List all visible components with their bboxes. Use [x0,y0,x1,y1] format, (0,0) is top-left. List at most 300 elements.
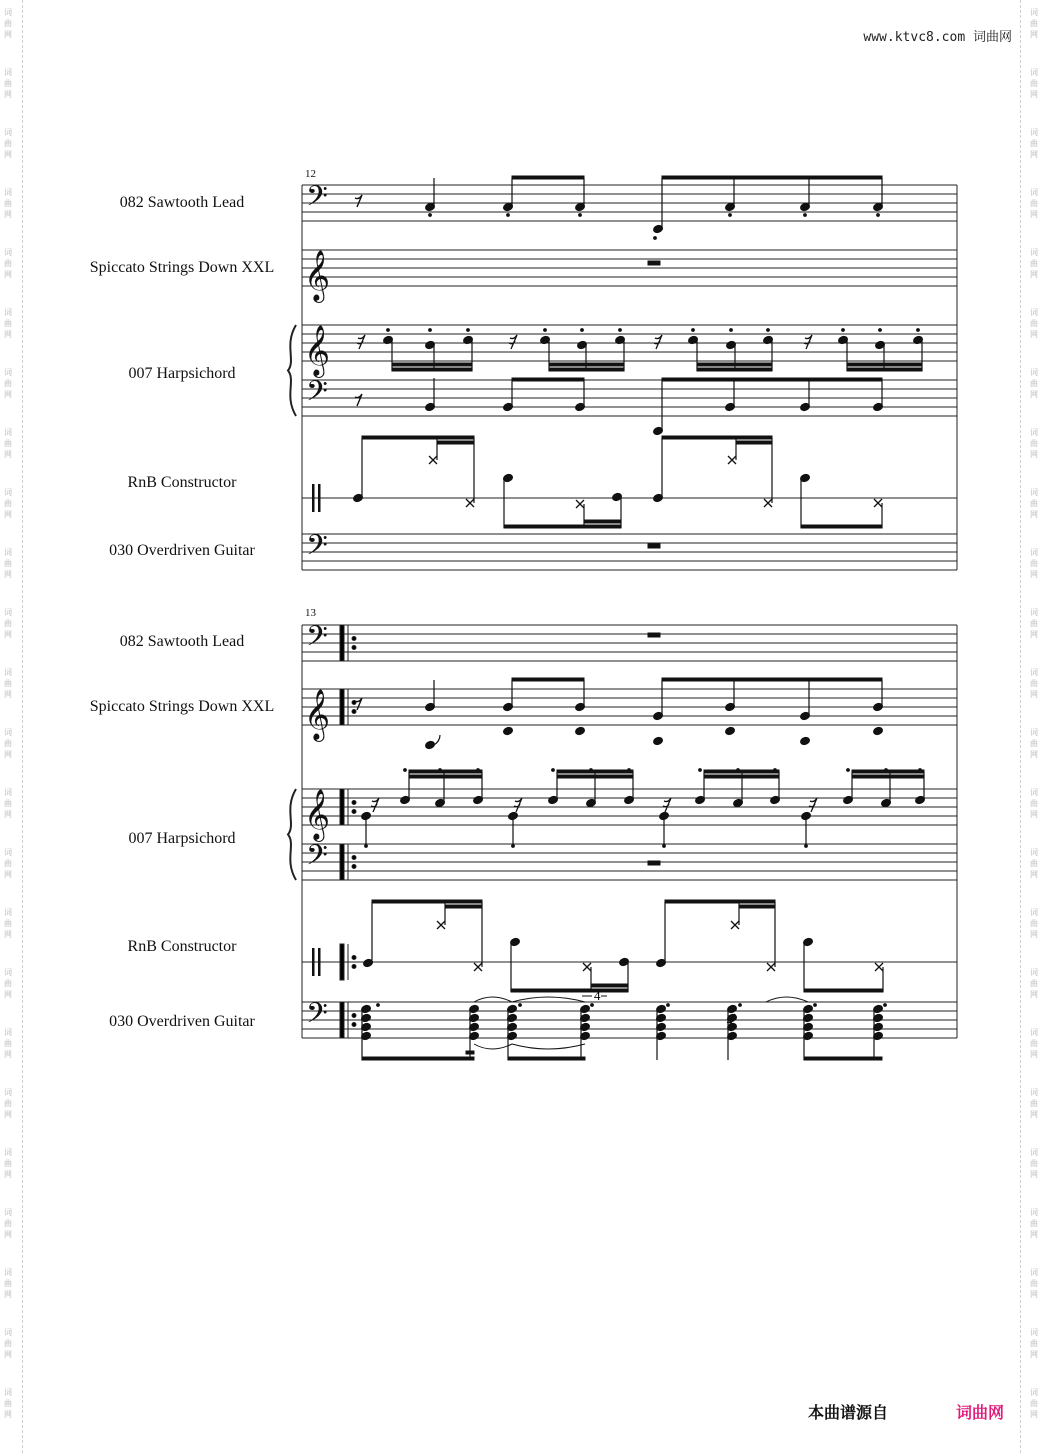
watermark-glyph: 曲 [1030,679,1038,688]
instrument-label: 007 Harpsichord [128,365,236,382]
watermark-glyph: 网 [1030,1350,1038,1359]
bass-clef: 𝄢 [306,375,328,415]
treble-clef: 𝄞 [304,789,331,840]
watermark-glyph: 词 [1030,1028,1038,1037]
note-beam [508,1057,585,1060]
watermark-glyph: 网 [4,450,12,459]
notes [353,176,926,1060]
sixteenth-rest [663,798,671,812]
bass-clef: 𝄢 [306,839,328,879]
staccato-dot [512,845,515,848]
watermark-glyph: 词 [1030,908,1038,917]
watermark-glyph: 词 [1030,608,1038,617]
sixteenth-rest [357,335,365,349]
cross-head [583,963,591,971]
watermark-glyph: 曲 [1030,1339,1038,1348]
watermark-glyph: 词 [4,488,12,497]
instrument-label: 082 Sawtooth Lead [119,194,245,211]
watermark-glyph: 曲 [4,139,12,148]
measure-number: 12 [305,168,316,180]
watermark-glyph: 网 [1030,750,1038,759]
staccato-dot [692,329,695,332]
instrument-label: 030 Overdriven Guitar [109,1013,255,1030]
watermark-glyph: 词 [4,1268,12,1277]
staff-lines [302,185,957,1038]
piano-brace [288,789,296,880]
watermark-glyph: 词 [4,68,12,77]
note-beam [504,525,621,528]
measure-number: 13 [305,607,316,619]
note-beam [662,176,882,179]
note-beam [591,984,628,987]
staccato-dot [663,845,666,848]
note-beam [852,770,924,773]
watermark-glyph: 网 [1030,990,1038,999]
watermark-glyph: 网 [1030,1170,1038,1179]
watermark-glyph: 网 [4,510,12,519]
sixteenth-rest [509,335,517,349]
piano-brace [288,325,296,416]
repeat-dot [352,1023,356,1027]
watermark-glyph: 词 [1030,788,1038,797]
watermark-glyph: 曲 [4,1339,12,1348]
footer-brand: 词曲网 [956,1403,1005,1422]
repeat-dot [352,637,356,641]
repeat-thick-bar [340,944,344,980]
whole-rest [648,633,660,637]
note-beam [512,176,584,179]
watermark-glyph: 词 [4,428,12,437]
watermark-glyph: 网 [4,330,12,339]
note-beam [409,775,482,778]
watermark-glyph: 网 [4,930,12,939]
note-beam [549,368,624,371]
instrument-label: 030 Overdriven Guitar [109,542,255,559]
percussion-clef [312,948,315,976]
staccato-dot [365,845,368,848]
note-beam [466,1051,474,1054]
repeat-dot [352,1014,356,1018]
note-beam [704,770,779,773]
staccato-dot [804,214,807,217]
watermark-glyph: 网 [1030,630,1038,639]
note-head [800,736,811,746]
watermark-glyph: 曲 [4,1099,12,1108]
cross-head [466,499,474,507]
cross-head [429,456,437,464]
watermark-glyph: 网 [4,150,12,159]
watermark-glyph: 曲 [1030,1399,1038,1408]
staccato-dot [579,214,582,217]
watermark-glyph: 曲 [1030,1219,1038,1228]
watermark-glyph: 曲 [4,1219,12,1228]
watermark-glyph: 曲 [1030,259,1038,268]
staccato-dot [581,329,584,332]
watermark-glyph: 曲 [4,499,12,508]
watermark-glyph: 网 [1030,1050,1038,1059]
watermark-glyph: 曲 [1030,499,1038,508]
watermark-glyph: 曲 [1030,799,1038,808]
watermark-glyph: 网 [4,1110,12,1119]
note-head [425,740,436,750]
watermark-glyph: 曲 [1030,19,1038,28]
watermark-glyph: 曲 [4,559,12,568]
note-beam [362,436,474,439]
watermark-glyph: 词 [4,1388,12,1397]
instrument-label: RnB Constructor [127,938,237,955]
watermark-glyph: 网 [4,1350,12,1359]
watermark-glyph: 词 [4,1028,12,1037]
staccato-dot [805,845,808,848]
watermark-glyph: 网 [1030,90,1038,99]
watermark-glyph: 词 [1030,1208,1038,1217]
watermark-glyph: 词 [1030,128,1038,137]
watermark-glyph: 曲 [1030,1159,1038,1168]
note-beam [512,678,584,681]
whole-rest [648,544,660,548]
instrument-label: 007 Harpsichord [128,830,236,847]
instrument-label: Spiccato Strings Down XXL [89,259,275,276]
watermark-glyph: 词 [1030,668,1038,677]
note-beam [584,520,621,523]
watermark-glyph: 词 [1030,8,1038,17]
watermark-glyph: 网 [1030,210,1038,219]
watermark-glyph: 曲 [4,259,12,268]
watermark-glyph: 曲 [4,619,12,628]
watermark-glyph: 曲 [1030,619,1038,628]
watermark-glyph: 网 [1030,390,1038,399]
staccato-dot [507,214,510,217]
repeat-thick-bar [340,689,344,725]
note-beam [392,363,472,366]
watermark-glyph: 词 [1030,308,1038,317]
watermark-glyph: 曲 [4,19,12,28]
watermark-glyph: 曲 [1030,439,1038,448]
sixteenth-rest [371,798,379,812]
watermark-glyph: 网 [4,90,12,99]
watermark-glyph: 曲 [4,859,12,868]
note-head [725,726,736,736]
watermark-glyph: 网 [1030,1290,1038,1299]
note-beam [557,770,633,773]
watermark-glyph: 曲 [4,679,12,688]
watermark-glyph: 词 [1030,1328,1038,1337]
note-beam [437,441,474,444]
sixteenth-rest [804,335,812,349]
watermark-glyph: 曲 [1030,919,1038,928]
watermark-glyph: 网 [1030,270,1038,279]
staccato-dot [767,329,770,332]
note-beam [852,775,924,778]
watermark-glyph: 网 [4,1290,12,1299]
flag [434,735,440,745]
watermark-glyph: 曲 [4,1039,12,1048]
note-beam [804,1057,882,1060]
watermark-glyph: 网 [4,30,12,39]
watermark-glyph: 词 [4,188,12,197]
staccato-dot [730,329,733,332]
note-beam [409,770,482,773]
watermark-glyph: 词 [4,248,12,257]
whole-rest [648,261,660,265]
note-beam [392,368,472,371]
staccato-dot [619,329,622,332]
watermark-glyph: 曲 [4,379,12,388]
staccato-dot [544,329,547,332]
note-beam [804,989,883,992]
staccato-dot [519,1004,522,1007]
watermark-glyph: 曲 [4,199,12,208]
watermark-glyph: 词 [4,908,12,917]
note-beam [847,368,922,371]
note-beam [557,775,633,778]
staccato-dot [667,1004,670,1007]
instrument-label: Spiccato Strings Down XXL [89,698,275,715]
note-beam [549,363,624,366]
watermark-glyph: 词 [1030,428,1038,437]
note-beam [801,525,882,528]
watermark-glyph: 曲 [1030,79,1038,88]
cross-head [576,500,584,508]
staccato-dot [591,1004,594,1007]
whole-rest [648,861,660,865]
staccato-dot [387,329,390,332]
watermark-glyph: 词 [1030,368,1038,377]
watermark-glyph: 词 [1030,1148,1038,1157]
watermark-glyph: 曲 [1030,1279,1038,1288]
repeat-dot [352,710,356,714]
site-name: 词曲网 [972,30,1012,45]
staccato-dot [814,1004,817,1007]
watermark-glyph: 网 [1030,30,1038,39]
watermark-glyph: 词 [1030,848,1038,857]
staccato-dot [429,214,432,217]
note-head [653,736,664,746]
sixteenth-rest [654,335,662,349]
watermark-glyph: 网 [4,570,12,579]
note-beam [736,441,772,444]
bass-clef: 𝄢 [306,997,328,1037]
watermark-glyph: 曲 [4,799,12,808]
watermark-glyph: 曲 [1030,859,1038,868]
watermark-glyph: 词 [4,668,12,677]
percussion-clef [318,484,321,512]
footer-source-text: 本曲谱源自 [808,1403,889,1422]
sixteenth-rest [809,798,817,812]
treble-clef: 𝄞 [304,689,331,740]
watermark-glyph: 网 [1030,150,1038,159]
repeat-dot [352,810,356,814]
treble-clef: 𝄞 [304,250,331,301]
staccato-dot [884,1004,887,1007]
watermark-glyph: 网 [4,630,12,639]
staccato-dot [739,1004,742,1007]
watermark-glyph: 曲 [1030,139,1038,148]
watermark-glyph: 网 [4,1410,12,1419]
note-beam [697,363,772,366]
note-beam [362,1057,474,1060]
cross-head [764,499,772,507]
watermark-glyph: 曲 [4,739,12,748]
staccato-dot [404,769,407,772]
cross-head [474,963,482,971]
watermark-glyph: 词 [4,1148,12,1157]
note-beam [739,905,775,908]
watermark-glyph: 词 [4,548,12,557]
watermark-glyph: 曲 [1030,559,1038,568]
watermark-glyph: 词 [4,368,12,377]
bass-clef: 𝄢 [306,620,328,660]
staccato-dot [429,329,432,332]
watermark-glyph: 曲 [1030,979,1038,988]
watermark-glyph: 曲 [4,319,12,328]
watermark-glyph: 词 [1030,1268,1038,1277]
note-beam [512,378,584,381]
watermark-glyph: 词 [1030,188,1038,197]
repeat-thick-bar [340,789,344,825]
repeat-dot [352,956,356,960]
watermark-glyph: 曲 [1030,1099,1038,1108]
watermark-glyph: 词 [1030,488,1038,497]
repeat-dot [352,801,356,805]
watermark-glyph: 词 [4,968,12,977]
watermark-glyph: 网 [4,1170,12,1179]
staccato-dot [877,214,880,217]
watermark-glyph: 词 [1030,1388,1038,1397]
eighth-rest [355,394,362,406]
repeat-dot [352,965,356,969]
staccato-dot [377,1004,380,1007]
note-beam [372,900,482,903]
percussion-clef [318,948,321,976]
watermark-glyph: 曲 [1030,1039,1038,1048]
staccato-dot [654,237,657,240]
note-head [873,726,884,736]
watermark-glyph: 网 [4,750,12,759]
watermark-glyph: 词 [4,1328,12,1337]
watermark-glyph: 词 [4,728,12,737]
watermark-glyph: 网 [1030,570,1038,579]
watermark-glyph: 网 [1030,930,1038,939]
staccato-dot [729,214,732,217]
watermark-glyph: 网 [4,810,12,819]
watermark-glyph: 词 [4,1208,12,1217]
watermark-glyph: 词 [1030,248,1038,257]
cross-head [767,963,775,971]
staccato-dot [552,769,555,772]
watermark-glyph: 网 [1030,810,1038,819]
watermark-glyph: 网 [1030,690,1038,699]
watermark-glyph: 网 [4,1230,12,1239]
eighth-rest [355,698,362,710]
cross-head [874,499,882,507]
watermark-glyph: 曲 [4,1159,12,1168]
note-beam [662,378,882,381]
watermark-glyph: 网 [1030,1230,1038,1239]
watermark-glyph: 网 [1030,330,1038,339]
instrument-label: RnB Constructor [127,474,237,491]
tuplet-number: 4 [594,988,601,1003]
watermark-glyph: 曲 [4,1279,12,1288]
staccato-dot [699,769,702,772]
watermark-glyph: 网 [4,210,12,219]
watermark-glyph: 网 [1030,870,1038,879]
repeat-thick-bar [340,1002,344,1038]
watermark-glyph: 网 [4,1050,12,1059]
watermark-glyph: 曲 [4,979,12,988]
percussion-clef [312,484,315,512]
watermark-glyph: 词 [4,1088,12,1097]
staccato-dot [917,329,920,332]
repeat-dot [352,646,356,650]
watermark-glyph: 网 [4,870,12,879]
watermark-glyph: 词 [4,608,12,617]
cross-head [731,921,739,929]
note-beam [704,775,779,778]
note-beam [662,678,882,681]
repeat-thick-bar [340,625,344,661]
note-beam [445,905,482,908]
staccato-dot [847,769,850,772]
clefs [304,180,330,1037]
barlines [288,185,957,1038]
repeat-dot [352,856,356,860]
repeat-dot [352,865,356,869]
bass-clef: 𝄢 [306,529,328,569]
watermark-glyph: 曲 [4,1399,12,1408]
note-beam [511,989,628,992]
tie [474,997,808,1049]
watermark-glyph: 网 [4,990,12,999]
watermark-glyph: 词 [4,308,12,317]
note-head [503,726,514,736]
staccato-dot [842,329,845,332]
watermark-glyph: 词 [1030,968,1038,977]
note-beam [662,436,772,439]
watermark-glyph: 曲 [4,439,12,448]
watermark-glyph: 曲 [1030,379,1038,388]
watermark-glyph: 曲 [4,919,12,928]
repeat-thick-bar [340,844,344,880]
watermark-glyph: 曲 [1030,199,1038,208]
watermark-glyph: 词 [4,848,12,857]
instrument-label: 082 Sawtooth Lead [119,633,245,650]
staccato-dot [879,329,882,332]
watermark-glyph: 词 [4,8,12,17]
watermark-glyph: 网 [1030,450,1038,459]
watermark-glyph: 词 [4,128,12,137]
watermark-glyph: 词 [1030,1088,1038,1097]
watermark-glyph: 曲 [4,79,12,88]
watermark-glyph: 词 [4,788,12,797]
watermark-glyph: 曲 [1030,319,1038,328]
treble-clef: 𝄞 [304,325,331,376]
watermark-glyph: 曲 [1030,739,1038,748]
staccato-dot [467,329,470,332]
sixteenth-rest [514,798,522,812]
watermark-glyph: 网 [4,390,12,399]
eighth-rest [355,195,362,207]
note-head [575,726,586,736]
note-beam [697,368,772,371]
watermark-glyph: 网 [4,270,12,279]
watermark-glyph: 网 [4,690,12,699]
site-url: www.ktvc8.com [863,30,966,45]
watermark-glyph: 网 [1030,510,1038,519]
note-beam [847,363,922,366]
bass-clef: 𝄢 [306,180,328,220]
cross-head [437,921,445,929]
